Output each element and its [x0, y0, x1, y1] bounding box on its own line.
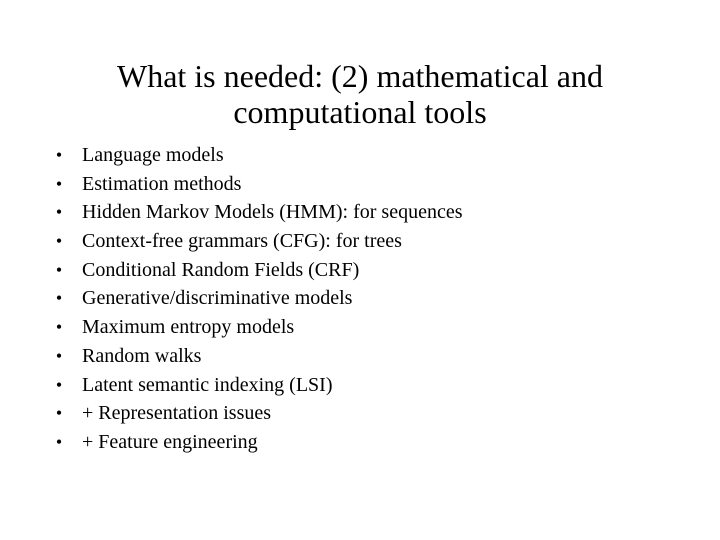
bullet-text: Language models	[82, 144, 224, 166]
bullet-icon: •	[55, 345, 63, 366]
bullet-text: Context-free grammars (CFG): for trees	[82, 230, 402, 253]
bullet-icon: •	[55, 145, 63, 165]
bullet-text: Conditional Random Fields (CRF)	[82, 258, 360, 281]
bullet-icon: •	[55, 231, 63, 252]
bullet-item-maximum-entropy	[52, 313, 692, 342]
bullet-item-generative-discriminative	[52, 284, 692, 313]
bullet-item-random-walks	[52, 342, 692, 371]
bullet-item-cfg	[52, 227, 692, 256]
bullet-list	[52, 141, 692, 457]
bullet-item-representation-issues	[52, 399, 692, 428]
bullet-text: Estimation methods	[82, 172, 242, 195]
slide-title-line-1: What is needed: (2) mathematical and	[116, 58, 603, 94]
bullet-item-lsi	[52, 371, 692, 400]
bullet-item-crf	[52, 256, 692, 285]
bullet-text: Hidden Markov Models (HMM): for sequences	[82, 201, 463, 224]
bullet-text: Generative/discriminative models	[82, 287, 353, 310]
bullet-text: + Representation issues	[82, 402, 272, 425]
bullet-icon: •	[55, 374, 63, 395]
bullet-icon: •	[55, 317, 63, 338]
bullet-item-estimation-methods	[52, 170, 692, 199]
bullet-icon: •	[55, 173, 63, 194]
bullet-text: + Feature engineering	[82, 430, 258, 453]
bullet-item-hmm	[52, 198, 692, 227]
bullet-icon: •	[55, 403, 63, 424]
bullet-text: Maximum entropy models	[82, 316, 295, 339]
slide-title	[60, 58, 660, 130]
bullet-text: Latent semantic indexing (LSI)	[82, 373, 333, 396]
bullet-icon: •	[55, 288, 63, 309]
bullet-icon: •	[55, 259, 63, 280]
bullet-text: Random walks	[82, 344, 202, 367]
bullet-item-language-models	[52, 141, 692, 170]
bullet-icon: •	[55, 202, 63, 223]
bullet-icon: •	[55, 431, 63, 452]
bullet-item-feature-engineering	[52, 428, 692, 457]
slide-title-line-2: computational tools	[233, 94, 487, 130]
